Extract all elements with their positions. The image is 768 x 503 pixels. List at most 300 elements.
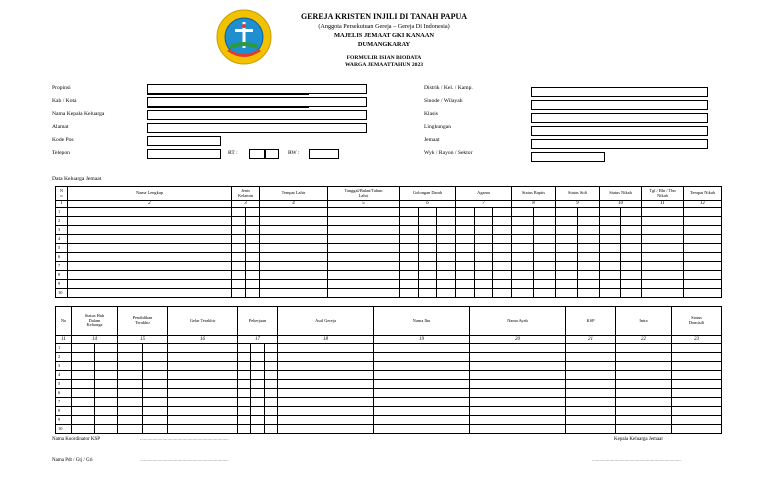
cell-box[interactable]	[556, 280, 578, 288]
table-cell[interactable]	[278, 380, 374, 389]
table-cell[interactable]	[616, 389, 672, 398]
cell-box[interactable]	[437, 289, 455, 297]
table-cell[interactable]	[232, 235, 260, 244]
cell-box[interactable]	[578, 280, 599, 288]
table-cell[interactable]	[600, 217, 642, 226]
cell-box[interactable]	[534, 208, 555, 216]
cell-box[interactable]	[437, 235, 455, 243]
cell-box[interactable]	[118, 407, 143, 415]
table-cell[interactable]	[168, 407, 238, 416]
cell-box[interactable]	[621, 280, 641, 288]
cell-box[interactable]	[238, 362, 251, 370]
cell-box[interactable]	[72, 416, 95, 424]
cell-box[interactable]	[512, 262, 534, 270]
pastor-signature-line[interactable]: .......................................................................	[140, 458, 229, 463]
cell-box[interactable]	[265, 362, 277, 370]
cell-box[interactable]	[456, 262, 475, 270]
table-cell[interactable]	[642, 280, 684, 289]
table-cell[interactable]	[616, 353, 672, 362]
table-cell[interactable]	[400, 208, 456, 217]
cell-box[interactable]	[512, 217, 534, 225]
table-cell[interactable]	[566, 344, 616, 353]
cell-box[interactable]	[578, 244, 599, 252]
table-cell[interactable]	[68, 280, 232, 289]
cell-box[interactable]	[400, 208, 419, 216]
table-cell[interactable]	[684, 289, 722, 298]
cell-box[interactable]	[118, 353, 143, 361]
jemaat-field[interactable]	[531, 139, 708, 149]
cell-box[interactable]	[556, 235, 578, 243]
table-cell[interactable]	[238, 380, 278, 389]
table-cell[interactable]	[374, 380, 470, 389]
table-cell[interactable]	[684, 253, 722, 262]
table-cell[interactable]	[556, 217, 600, 226]
table-cell[interactable]	[566, 389, 616, 398]
table-cell[interactable]	[400, 289, 456, 298]
cell-box[interactable]	[143, 344, 167, 352]
cell-box[interactable]	[232, 289, 246, 297]
table-cell[interactable]	[118, 344, 168, 353]
cell-box[interactable]	[556, 271, 578, 279]
table-cell[interactable]	[68, 289, 232, 298]
kepala-keluarga-field[interactable]	[147, 110, 367, 120]
cell-box[interactable]	[143, 380, 167, 388]
cell-box[interactable]	[251, 353, 264, 361]
cell-box[interactable]	[512, 244, 534, 252]
cell-box[interactable]	[556, 208, 578, 216]
cell-box[interactable]	[232, 280, 246, 288]
cell-box[interactable]	[118, 398, 143, 406]
wyk-field[interactable]	[531, 152, 605, 162]
table-cell[interactable]	[616, 362, 672, 371]
cell-box[interactable]	[246, 217, 259, 225]
rw-field[interactable]	[309, 149, 339, 159]
cell-box[interactable]	[437, 271, 455, 279]
table-cell[interactable]	[470, 371, 566, 380]
cell-box[interactable]	[251, 371, 264, 379]
table-cell[interactable]	[456, 226, 512, 235]
cell-box[interactable]	[251, 416, 264, 424]
table-cell[interactable]	[642, 253, 684, 262]
family-head-signature-line[interactable]: .......................................................................	[592, 458, 681, 463]
table-cell[interactable]	[238, 371, 278, 380]
cell-box[interactable]	[72, 398, 95, 406]
table-cell[interactable]	[684, 226, 722, 235]
cell-box[interactable]	[95, 380, 117, 388]
cell-box[interactable]	[556, 244, 578, 252]
cell-box[interactable]	[143, 398, 167, 406]
lingkungan-field[interactable]	[531, 126, 708, 136]
cell-box[interactable]	[72, 371, 95, 379]
cell-box[interactable]	[512, 289, 534, 297]
table-cell[interactable]	[600, 289, 642, 298]
cell-box[interactable]	[578, 208, 599, 216]
cell-box[interactable]	[600, 208, 621, 216]
cell-box[interactable]	[238, 416, 251, 424]
table-cell[interactable]	[556, 208, 600, 217]
table-cell[interactable]	[118, 416, 168, 425]
table-cell[interactable]	[556, 280, 600, 289]
table-cell[interactable]	[72, 407, 118, 416]
table-cell[interactable]	[118, 371, 168, 380]
kab-kota-field[interactable]	[147, 97, 367, 107]
cell-box[interactable]	[265, 353, 277, 361]
table-cell[interactable]	[672, 389, 722, 398]
table-cell[interactable]	[72, 389, 118, 398]
table-cell[interactable]	[278, 371, 374, 380]
cell-box[interactable]	[95, 389, 117, 397]
cell-box[interactable]	[246, 262, 259, 270]
cell-box[interactable]	[534, 271, 555, 279]
table-cell[interactable]	[232, 226, 260, 235]
cell-box[interactable]	[456, 217, 475, 225]
table-cell[interactable]	[118, 425, 168, 434]
table-cell[interactable]	[72, 425, 118, 434]
table-cell[interactable]	[470, 353, 566, 362]
coordinator-signature-line[interactable]: .......................................................................	[140, 437, 229, 442]
cell-box[interactable]	[72, 353, 95, 361]
cell-box[interactable]	[493, 289, 511, 297]
table-cell[interactable]	[642, 226, 684, 235]
cell-box[interactable]	[475, 235, 494, 243]
cell-box[interactable]	[265, 407, 277, 415]
cell-box[interactable]	[400, 253, 419, 261]
table-cell[interactable]	[232, 217, 260, 226]
cell-box[interactable]	[251, 362, 264, 370]
cell-box[interactable]	[232, 208, 246, 216]
table-cell[interactable]	[168, 389, 238, 398]
table-cell[interactable]	[400, 280, 456, 289]
table-cell[interactable]	[374, 344, 470, 353]
cell-box[interactable]	[238, 389, 251, 397]
cell-box[interactable]	[72, 362, 95, 370]
cell-box[interactable]	[475, 208, 494, 216]
cell-box[interactable]	[232, 253, 246, 261]
cell-box[interactable]	[118, 425, 143, 433]
cell-box[interactable]	[95, 425, 117, 433]
cell-box[interactable]	[265, 380, 277, 388]
table-cell[interactable]	[400, 235, 456, 244]
table-cell[interactable]	[68, 226, 232, 235]
table-cell[interactable]	[400, 217, 456, 226]
table-cell[interactable]	[400, 253, 456, 262]
cell-box[interactable]	[475, 217, 494, 225]
table-cell[interactable]	[600, 253, 642, 262]
cell-box[interactable]	[72, 380, 95, 388]
rt-field-1[interactable]	[249, 149, 265, 159]
cell-box[interactable]	[600, 226, 621, 234]
table-cell[interactable]	[328, 262, 400, 271]
cell-box[interactable]	[400, 217, 419, 225]
table-cell[interactable]	[556, 226, 600, 235]
table-cell[interactable]	[470, 389, 566, 398]
table-cell[interactable]	[260, 262, 328, 271]
table-cell[interactable]	[238, 389, 278, 398]
table-cell[interactable]	[616, 371, 672, 380]
cell-box[interactable]	[600, 262, 621, 270]
table-cell[interactable]	[168, 371, 238, 380]
telepon-field[interactable]	[147, 149, 221, 159]
cell-box[interactable]	[419, 253, 438, 261]
table-cell[interactable]	[238, 353, 278, 362]
cell-box[interactable]	[600, 280, 621, 288]
cell-box[interactable]	[493, 235, 511, 243]
table-cell[interactable]	[642, 289, 684, 298]
table-cell[interactable]	[400, 244, 456, 253]
table-cell[interactable]	[566, 398, 616, 407]
table-cell[interactable]	[456, 208, 512, 217]
table-cell[interactable]	[168, 353, 238, 362]
cell-box[interactable]	[251, 407, 264, 415]
cell-box[interactable]	[419, 208, 438, 216]
table-cell[interactable]	[684, 244, 722, 253]
cell-box[interactable]	[95, 416, 117, 424]
cell-box[interactable]	[456, 235, 475, 243]
cell-box[interactable]	[400, 289, 419, 297]
table-cell[interactable]	[232, 262, 260, 271]
table-cell[interactable]	[232, 271, 260, 280]
table-cell[interactable]	[600, 244, 642, 253]
table-cell[interactable]	[470, 380, 566, 389]
cell-box[interactable]	[238, 407, 251, 415]
cell-box[interactable]	[578, 271, 599, 279]
table-cell[interactable]	[556, 235, 600, 244]
cell-box[interactable]	[246, 208, 259, 216]
cell-box[interactable]	[512, 235, 534, 243]
cell-box[interactable]	[493, 217, 511, 225]
cell-box[interactable]	[118, 362, 143, 370]
cell-box[interactable]	[534, 280, 555, 288]
cell-box[interactable]	[72, 407, 95, 415]
cell-box[interactable]	[232, 217, 246, 225]
cell-box[interactable]	[238, 353, 251, 361]
cell-box[interactable]	[475, 271, 494, 279]
table-cell[interactable]	[672, 398, 722, 407]
cell-box[interactable]	[246, 271, 259, 279]
table-cell[interactable]	[672, 416, 722, 425]
cell-box[interactable]	[238, 371, 251, 379]
cell-box[interactable]	[621, 208, 641, 216]
cell-box[interactable]	[456, 208, 475, 216]
table-cell[interactable]	[168, 380, 238, 389]
cell-box[interactable]	[72, 425, 95, 433]
cell-box[interactable]	[232, 226, 246, 234]
cell-box[interactable]	[475, 253, 494, 261]
propinsi-field[interactable]	[147, 84, 367, 94]
cell-box[interactable]	[456, 280, 475, 288]
cell-box[interactable]	[556, 253, 578, 261]
cell-box[interactable]	[578, 235, 599, 243]
cell-box[interactable]	[246, 289, 259, 297]
table-cell[interactable]	[260, 244, 328, 253]
table-cell[interactable]	[328, 289, 400, 298]
table-cell[interactable]	[72, 353, 118, 362]
cell-box[interactable]	[143, 416, 167, 424]
table-cell[interactable]	[456, 271, 512, 280]
table-cell[interactable]	[328, 244, 400, 253]
table-cell[interactable]	[232, 208, 260, 217]
table-cell[interactable]	[556, 271, 600, 280]
table-cell[interactable]	[238, 407, 278, 416]
table-cell[interactable]	[512, 244, 556, 253]
table-cell[interactable]	[566, 407, 616, 416]
table-cell[interactable]	[512, 262, 556, 271]
cell-box[interactable]	[556, 289, 578, 297]
cell-box[interactable]	[556, 262, 578, 270]
table-cell[interactable]	[512, 289, 556, 298]
cell-box[interactable]	[419, 235, 438, 243]
table-cell[interactable]	[400, 271, 456, 280]
table-cell[interactable]	[328, 217, 400, 226]
cell-box[interactable]	[419, 217, 438, 225]
table-cell[interactable]	[642, 262, 684, 271]
table-cell[interactable]	[260, 217, 328, 226]
table-cell[interactable]	[238, 398, 278, 407]
cell-box[interactable]	[621, 217, 641, 225]
table-cell[interactable]	[68, 208, 232, 217]
alamat-field[interactable]	[147, 123, 367, 133]
cell-box[interactable]	[600, 271, 621, 279]
cell-box[interactable]	[246, 280, 259, 288]
cell-box[interactable]	[556, 226, 578, 234]
table-cell[interactable]	[68, 217, 232, 226]
cell-box[interactable]	[238, 344, 251, 352]
cell-box[interactable]	[400, 226, 419, 234]
cell-box[interactable]	[72, 389, 95, 397]
table-cell[interactable]	[72, 380, 118, 389]
table-cell[interactable]	[328, 271, 400, 280]
table-cell[interactable]	[600, 262, 642, 271]
table-cell[interactable]	[684, 271, 722, 280]
cell-box[interactable]	[251, 425, 264, 433]
cell-box[interactable]	[238, 425, 251, 433]
table-cell[interactable]	[374, 371, 470, 380]
cell-box[interactable]	[419, 289, 438, 297]
table-cell[interactable]	[374, 398, 470, 407]
table-cell[interactable]	[238, 344, 278, 353]
cell-box[interactable]	[265, 398, 277, 406]
table-cell[interactable]	[470, 398, 566, 407]
table-cell[interactable]	[278, 416, 374, 425]
table-cell[interactable]	[684, 262, 722, 271]
table-cell[interactable]	[168, 425, 238, 434]
table-cell[interactable]	[642, 208, 684, 217]
table-cell[interactable]	[118, 380, 168, 389]
table-cell[interactable]	[556, 289, 600, 298]
distrik-field[interactable]	[531, 87, 708, 97]
table-cell[interactable]	[566, 425, 616, 434]
table-cell[interactable]	[260, 289, 328, 298]
cell-box[interactable]	[118, 389, 143, 397]
cell-box[interactable]	[600, 235, 621, 243]
table-cell[interactable]	[616, 398, 672, 407]
table-cell[interactable]	[600, 208, 642, 217]
cell-box[interactable]	[621, 253, 641, 261]
cell-box[interactable]	[232, 271, 246, 279]
table-cell[interactable]	[374, 416, 470, 425]
cell-box[interactable]	[95, 407, 117, 415]
table-cell[interactable]	[616, 380, 672, 389]
cell-box[interactable]	[232, 235, 246, 243]
table-cell[interactable]	[642, 244, 684, 253]
table-cell[interactable]	[68, 262, 232, 271]
table-cell[interactable]	[328, 280, 400, 289]
cell-box[interactable]	[232, 244, 246, 252]
table-cell[interactable]	[400, 226, 456, 235]
cell-box[interactable]	[534, 253, 555, 261]
table-cell[interactable]	[278, 353, 374, 362]
kode-pos-field[interactable]	[147, 136, 221, 146]
klasis-field[interactable]	[531, 113, 708, 123]
cell-box[interactable]	[493, 253, 511, 261]
table-cell[interactable]	[684, 208, 722, 217]
table-cell[interactable]	[118, 389, 168, 398]
table-cell[interactable]	[374, 407, 470, 416]
table-cell[interactable]	[672, 362, 722, 371]
cell-box[interactable]	[534, 289, 555, 297]
cell-box[interactable]	[143, 425, 167, 433]
table-cell[interactable]	[118, 398, 168, 407]
cell-box[interactable]	[493, 262, 511, 270]
table-cell[interactable]	[556, 262, 600, 271]
table-cell[interactable]	[616, 407, 672, 416]
table-cell[interactable]	[566, 416, 616, 425]
table-cell[interactable]	[72, 362, 118, 371]
cell-box[interactable]	[251, 389, 264, 397]
cell-box[interactable]	[578, 226, 599, 234]
table-cell[interactable]	[238, 362, 278, 371]
table-cell[interactable]	[566, 371, 616, 380]
cell-box[interactable]	[95, 371, 117, 379]
cell-box[interactable]	[475, 262, 494, 270]
table-cell[interactable]	[470, 362, 566, 371]
table-cell[interactable]	[672, 353, 722, 362]
table-cell[interactable]	[278, 407, 374, 416]
cell-box[interactable]	[621, 235, 641, 243]
cell-box[interactable]	[246, 253, 259, 261]
table-cell[interactable]	[374, 425, 470, 434]
table-cell[interactable]	[232, 244, 260, 253]
table-cell[interactable]	[168, 398, 238, 407]
cell-box[interactable]	[265, 425, 277, 433]
table-cell[interactable]	[168, 362, 238, 371]
table-cell[interactable]	[512, 280, 556, 289]
table-cell[interactable]	[68, 235, 232, 244]
table-cell[interactable]	[278, 362, 374, 371]
cell-box[interactable]	[534, 217, 555, 225]
cell-box[interactable]	[143, 362, 167, 370]
table-cell[interactable]	[566, 353, 616, 362]
cell-box[interactable]	[95, 362, 117, 370]
cell-box[interactable]	[534, 244, 555, 252]
cell-box[interactable]	[95, 344, 117, 352]
cell-box[interactable]	[400, 280, 419, 288]
table-cell[interactable]	[118, 362, 168, 371]
table-cell[interactable]	[566, 362, 616, 371]
table-cell[interactable]	[260, 226, 328, 235]
table-cell[interactable]	[642, 271, 684, 280]
table-cell[interactable]	[512, 217, 556, 226]
table-cell[interactable]	[260, 280, 328, 289]
cell-box[interactable]	[143, 371, 167, 379]
table-cell[interactable]	[168, 344, 238, 353]
cell-box[interactable]	[437, 208, 455, 216]
cell-box[interactable]	[246, 244, 259, 252]
cell-box[interactable]	[118, 344, 143, 352]
table-cell[interactable]	[72, 416, 118, 425]
cell-box[interactable]	[578, 253, 599, 261]
table-cell[interactable]	[374, 362, 470, 371]
